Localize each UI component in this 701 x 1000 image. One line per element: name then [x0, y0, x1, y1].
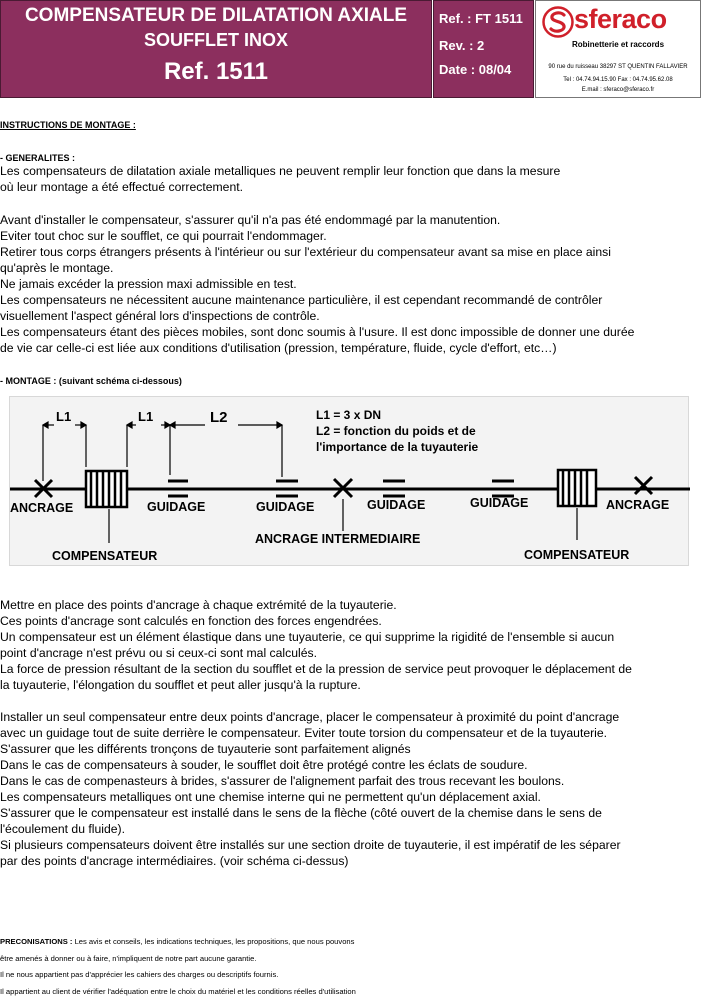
title-line-2: SOUFFLET INOX — [144, 30, 288, 50]
logo-tagline: Robinetterie et raccords — [571, 40, 665, 49]
text-line: Installer un seul compensateur entre deux points d'ancrage, placer le compensateur à proximité du point d'ancrage — [0, 710, 620, 724]
text-line: point d'ancrage n'est prévu ou si ceux-ci sont mal calculés. — [0, 646, 317, 660]
text-line: Ne jamais excéder la pression maxi admissible en test. — [0, 277, 297, 291]
l1-label-right: L1 — [138, 409, 154, 424]
dimension-l2 — [170, 422, 282, 477]
label-guidage-2: GUIDAGE — [256, 500, 315, 514]
text-line: Il appartient au client de vérifier l'adéquation entre le choix du matériel et les conditions réelles d'utilisation — [0, 986, 356, 996]
text-line: Retirer tous corps étrangers présents à l'intérieur ou sur l'extérieur du compensateur avant sa mise en place ainsi — [0, 245, 611, 259]
compensateur-bellows-left-icon — [86, 471, 127, 507]
legend-line-1: L1 = 3 x DN — [316, 408, 382, 422]
compensateur-bellows-right-icon — [558, 470, 596, 506]
text-line: visuellement l'aspect général lors d'inspections de contrôle. — [0, 309, 320, 323]
montage-schema — [10, 397, 690, 567]
dimension-l1-right — [127, 422, 170, 475]
generalites-heading: - GENERALITES : — [0, 153, 76, 163]
text-line: l'écoulement du fluide). — [0, 822, 125, 836]
ancrage-cross-right-icon — [635, 477, 652, 494]
text-line: S'assurer que les différents tronçons de tuyauterie sont parfaitement alignés — [0, 742, 411, 756]
text-line: où leur montage a été effectué correctement. — [0, 180, 243, 194]
preconisations-text: Les avis et conseils, les indications techniques, les propositions, que nous pouvons — [74, 937, 355, 946]
montage-paragraph-2 — [0, 709, 701, 869]
l2-label: L2 — [210, 409, 228, 426]
generalites-paragraph-1 — [0, 163, 701, 195]
preconisations-block — [0, 934, 701, 1000]
generalites-paragraph-2 — [0, 212, 701, 356]
label-ancrage-intermediaire: ANCRAGE INTERMEDIAIRE — [255, 532, 421, 546]
label-ancrage-left: ANCRAGE — [10, 501, 74, 515]
company-address: 90 rue du ruisseau 38297 ST QUENTIN FALLAVIER — [548, 64, 688, 70]
title-reference: Ref. 1511 — [163, 58, 269, 85]
label-guidage-4: GUIDAGE — [470, 496, 529, 510]
text-line: avec un guidage tout de suite derrière le compensateur. Eviter toute torsion du compensateur et de la tuyauterie. — [0, 726, 608, 740]
text-line: Les compensateurs étant des pièces mobiles, sont donc soumis à l'usure. Il est donc impossible de donner une durée — [0, 325, 635, 339]
logo-wordmark: sferaco — [574, 4, 667, 34]
l1-label-left: L1 — [56, 409, 72, 424]
text-line: Mettre en place des points d'ancrage à chaque extrémité de la tuyauterie. — [0, 598, 397, 612]
text-line: Un compensateur est un élément élastique dans une tuyauterie, ce qui supprime la rigidité de l'ensemble si aucun — [0, 630, 615, 644]
sferaco-s-logo-icon — [542, 6, 574, 38]
title-block — [0, 0, 432, 98]
reference-block — [433, 0, 534, 98]
montage-paragraph-1 — [0, 597, 701, 693]
text-line: La force de pression résultant de la section du soufflet et de la pression de service peut provoquer le déplacement de — [0, 662, 632, 676]
text-line: S'assurer que le compensateur est installé dans le sens de la flèche (côté ouvert de la chemise dans le sens de — [0, 806, 602, 820]
date: Date : 08/04 — [439, 62, 512, 77]
instructions-heading: INSTRUCTIONS DE MONTAGE : — [0, 120, 136, 130]
logo — [542, 6, 696, 38]
text-line: Si plusieurs compensateurs doivent être installés sur une section droite de tuyauterie, il est impératif de les séparer — [0, 838, 621, 852]
text-line: la tuyauterie, l'élongation du soufflet et peut aller jusqu'à la rupture. — [0, 678, 361, 692]
text-line: Il ne nous appartient pas d'apprécier les cahiers des charges ou descriptifs fournis. — [0, 970, 279, 979]
title-line-1: COMPENSATEUR DE DILATATION AXIALE — [24, 5, 408, 26]
montage-diagram — [9, 396, 689, 566]
text-line: Avant d'installer le compensateur, s'assurer qu'il n'a pas été endommagé par la manutention. — [0, 213, 501, 227]
label-compensateur-left: COMPENSATEUR — [52, 549, 158, 563]
text-line: de vie car celle-ci est liée aux conditions d'utilisation (pression, température, fluide, cycle d'effort, etc…) — [0, 341, 557, 355]
preconisations-first-line — [0, 934, 701, 951]
label-compensateur-right: COMPENSATEUR — [524, 548, 630, 562]
label-guidage-3: GUIDAGE — [367, 498, 426, 512]
legend-line-2: L2 = fonction du poids et de — [316, 424, 476, 438]
legend-line-3: l'importance de la tuyauterie — [316, 440, 479, 454]
document-header — [0, 0, 701, 100]
text-line: qu'après le montage. — [0, 261, 114, 275]
text-line: Les compensateurs ne nécessitent aucune maintenance particulière, il est cependant recommandé de contrôler — [0, 293, 603, 307]
label-ancrage-right: ANCRAGE — [606, 498, 670, 512]
text-line: par des points d'ancrage intermédiaires. (voir schéma ci-dessus) — [0, 854, 349, 868]
montage-heading: - MONTAGE : (suivant schéma ci-dessous) — [0, 376, 182, 386]
ref-number: Ref. : FT 1511 — [439, 11, 523, 26]
company-logo-block — [535, 0, 701, 98]
text-line: être amenés à donner ou à faire, n'impliquent de notre part aucune garantie. — [0, 953, 257, 963]
dimension-l1-left — [43, 422, 86, 481]
company-phone-fax: Tel : 04.74.94.15.90 Fax : 04.74.95.62.08 — [563, 77, 673, 83]
text-line: Dans le cas de compensateurs à souder, le soufflet doit être protégé contre les éclats de soudure. — [0, 758, 528, 772]
text-line: Les compensateurs metalliques ont une chemise interne qui ne permettent qu'un déplacement axial. — [0, 790, 541, 804]
label-guidage-1: GUIDAGE — [147, 500, 206, 514]
text-line: Dans le cas de compenasteurs à brides, s'assurer de l'alignement parfait des trous recevant les boulons. — [0, 774, 565, 788]
revision: Rev. : 2 — [439, 38, 485, 53]
text-line: Ces points d'ancrage sont calculés en fonction des forces engendrées. — [0, 614, 382, 628]
company-email: E.mail : sferaco@sferaco.fr — [581, 87, 655, 93]
text-line: Les compensateurs de dilatation axiale metalliques ne peuvent remplir leur fonction que dans la mesure — [0, 164, 561, 178]
text-line: Eviter tout choc sur le soufflet, ce qui pourrait l'endommager. — [0, 229, 327, 243]
preconisations-heading: PRECONISATIONS : — [0, 937, 73, 946]
